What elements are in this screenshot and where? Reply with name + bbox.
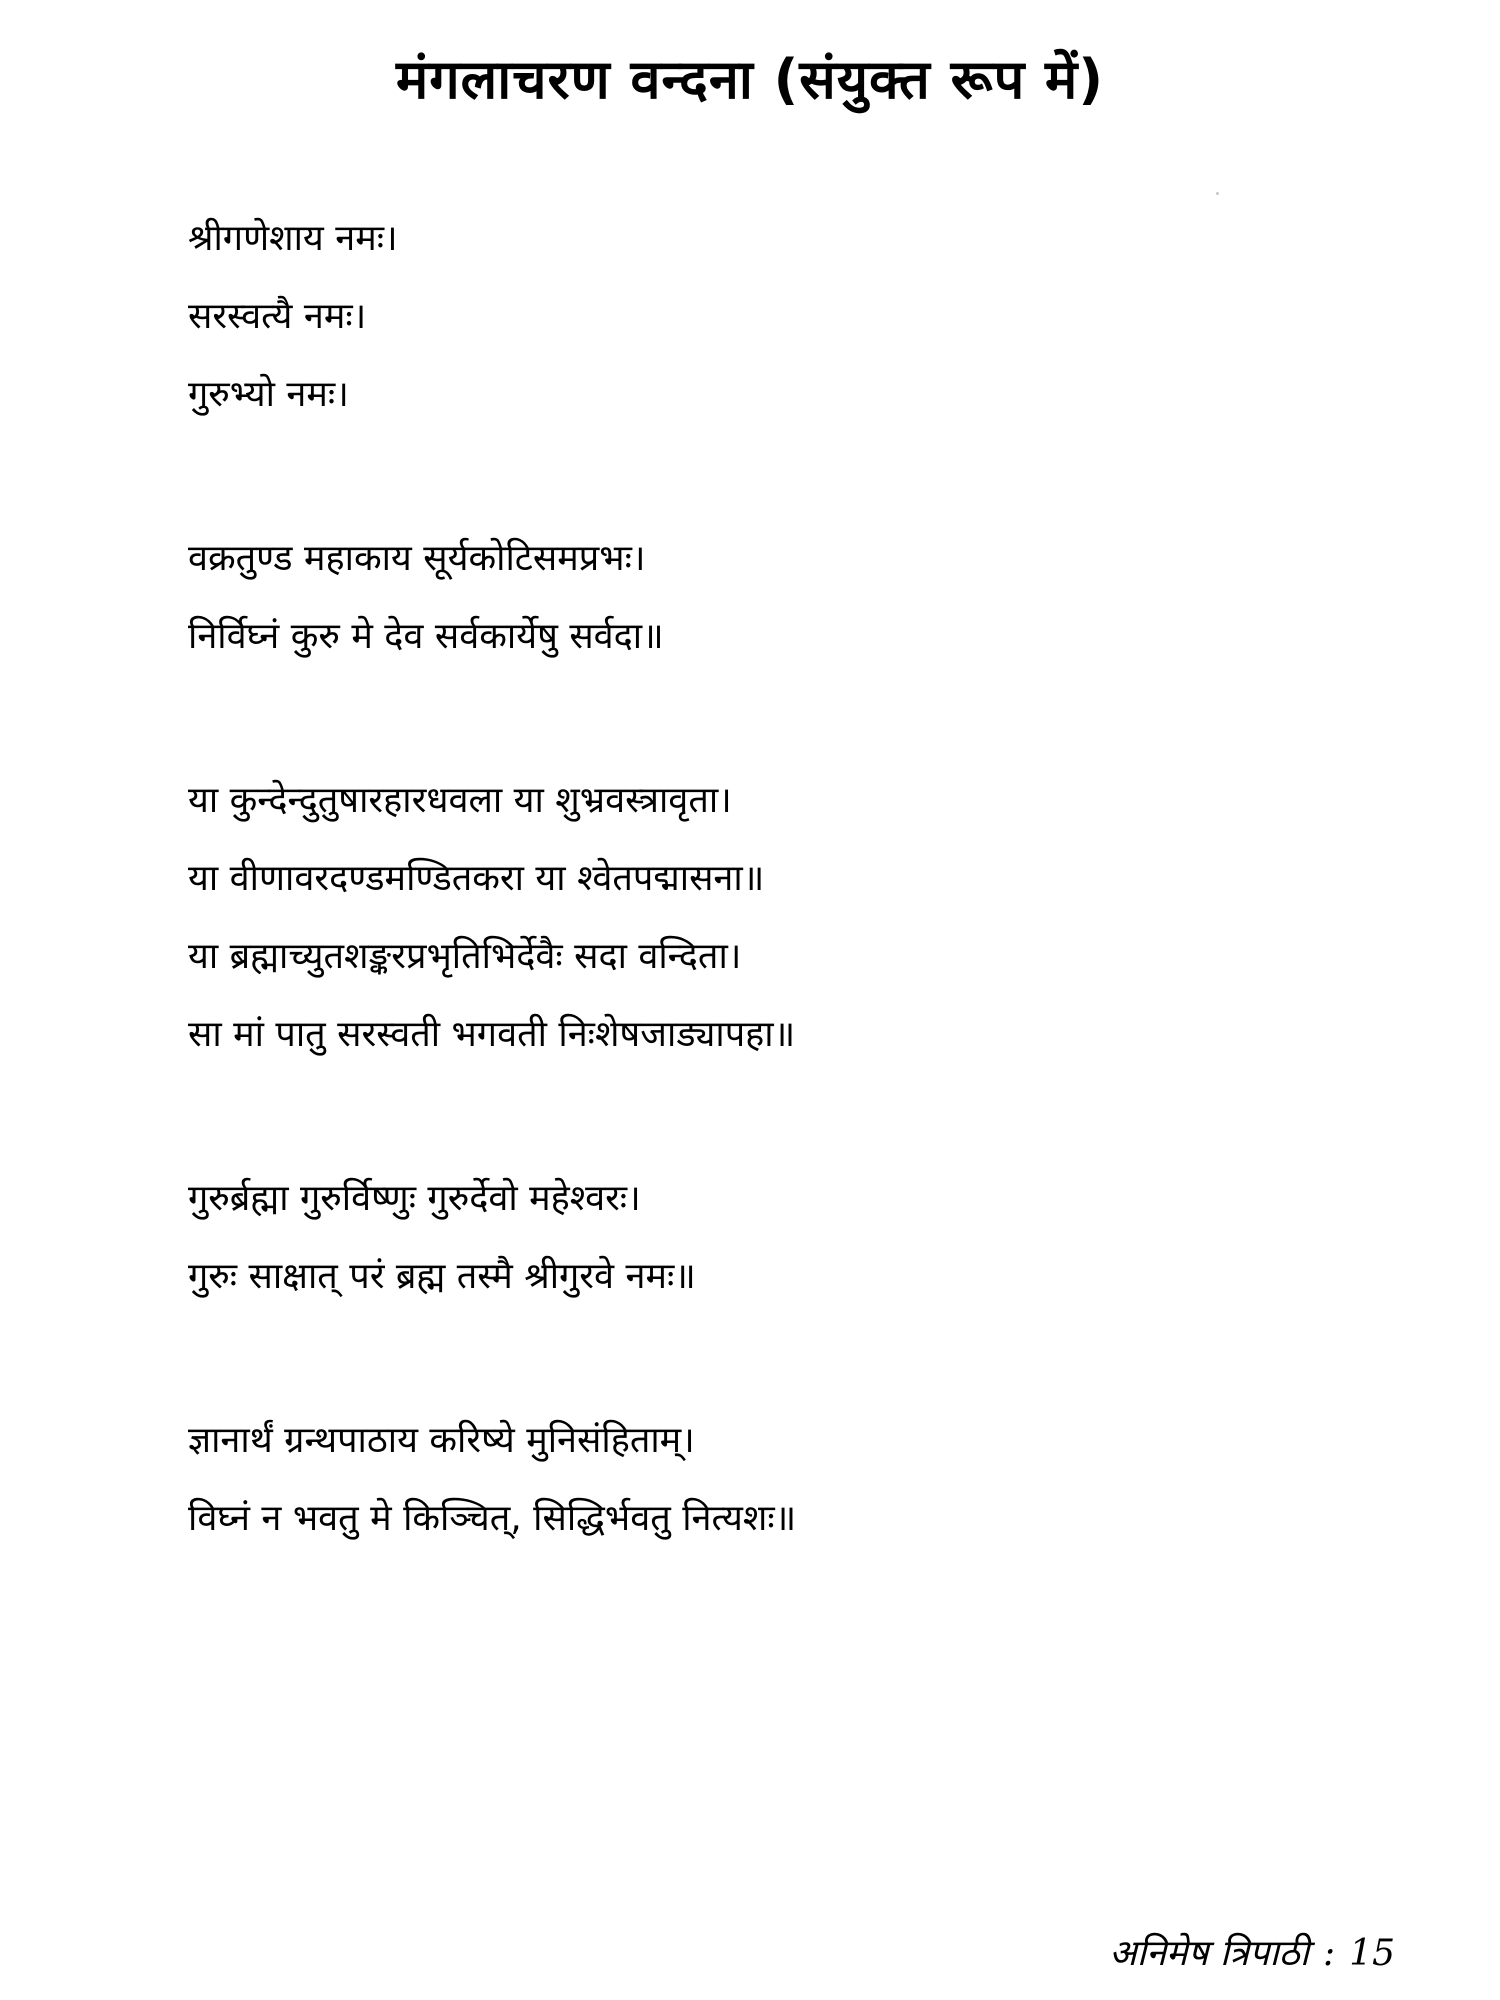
verse-line: ज्ञानार्थं ग्रन्थपाठाय करिष्ये मुनिसंहिताम्। bbox=[188, 1420, 695, 1461]
verse-line: या कुन्देन्दुतुषारहारधवला या शुभ्रवस्त्रावृता। bbox=[188, 780, 732, 821]
verse-line: या ब्रह्माच्युतशङ्करप्रभृतिभिर्देवैः सदा वन्दिता। bbox=[188, 936, 742, 977]
verse-line: श्रीगणेशाय नमः। bbox=[188, 218, 398, 259]
verse-line: गुरुभ्यो नमः। bbox=[188, 374, 349, 415]
footer-separator: : bbox=[1323, 1933, 1336, 1974]
scan-speck bbox=[1216, 192, 1219, 195]
verse-body bbox=[188, 200, 1418, 1644]
page-number: 15 bbox=[1349, 1933, 1395, 1974]
verse-line: विघ्नं न भवतु मे किञ्चित्, सिद्धिर्भवतु नित्यशः॥ bbox=[188, 1498, 797, 1539]
verse-line: सरस्वत्यै नमः। bbox=[188, 296, 367, 337]
stanza-saraswati bbox=[188, 762, 1418, 1074]
page-footer bbox=[1109, 1930, 1395, 1978]
verse-line: गुरुर्ब्रह्मा गुरुर्विष्णुः गुरुर्देवो महेश्वरः। bbox=[188, 1178, 641, 1219]
author-name: अनिमेष त्रिपाठी bbox=[1109, 1933, 1310, 1974]
stanza-invocation bbox=[188, 1402, 1418, 1558]
verse-line: सा मां पातु सरस्वती भगवती निःशेषजाड्यापहा॥ bbox=[188, 1014, 796, 1055]
verse-line: गुरुः साक्षात् परं ब्रह्म तस्मै श्रीगुरवे नमः॥ bbox=[188, 1256, 696, 1297]
stanza-salutations bbox=[188, 200, 1418, 434]
stanza-guru bbox=[188, 1160, 1418, 1316]
verse-line: निर्विघ्नं कुरु मे देव सर्वकार्येषु सर्वदा॥ bbox=[188, 616, 664, 657]
verse-line: या वीणावरदण्डमण्डितकरा या श्वेतपद्मासना॥ bbox=[188, 858, 765, 899]
page-title: मंगलाचरण वन्दना (संयुक्त रूप में) bbox=[395, 48, 1105, 111]
verse-line: वक्रतुण्ड महाकाय सूर्यकोटिसमप्रभः। bbox=[188, 538, 646, 579]
stanza-ganesha bbox=[188, 520, 1418, 676]
